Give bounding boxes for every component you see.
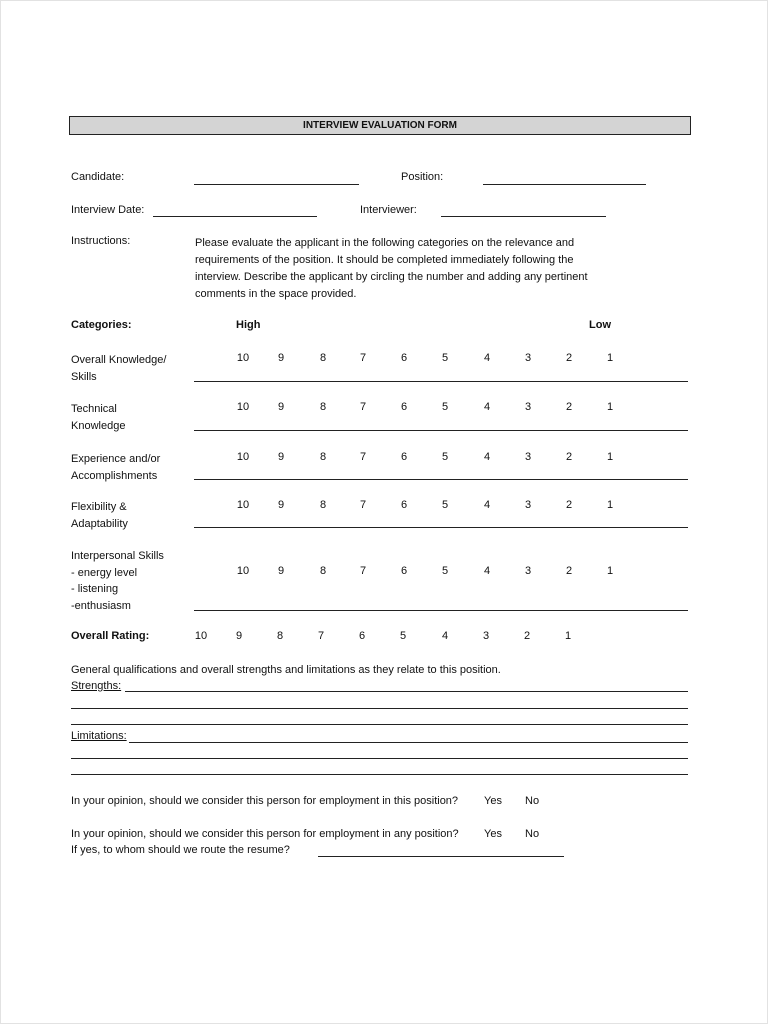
question-position-text: In your opinion, should we consider this person for employment in this position? <box>71 795 459 807</box>
high-label: High <box>236 319 261 331</box>
category-label-line: Accomplishments <box>71 469 158 482</box>
category-label-line: Adaptability <box>71 517 128 530</box>
strengths-line[interactable] <box>71 708 688 709</box>
overall-rating-score[interactable]: 3 <box>482 630 490 642</box>
rating-score[interactable]: 2 <box>565 499 573 511</box>
question-any-position-yes[interactable]: Yes <box>484 828 502 840</box>
rating-score[interactable]: 6 <box>400 499 408 511</box>
category-label-line: - listening <box>71 583 119 595</box>
limitations-line[interactable] <box>71 774 688 775</box>
rating-score[interactable]: 2 <box>565 565 573 577</box>
rating-score[interactable]: 7 <box>359 352 367 364</box>
limitations-line[interactable] <box>71 758 688 759</box>
overall-rating-label: Overall Rating: <box>71 630 150 642</box>
limitations-line[interactable] <box>129 742 688 743</box>
category-label <box>71 548 164 614</box>
interviewer-field[interactable] <box>441 216 606 217</box>
rating-score[interactable]: 2 <box>565 401 573 413</box>
rating-score[interactable]: 3 <box>524 565 532 577</box>
instructions-label: Instructions: <box>71 235 131 247</box>
rating-score[interactable]: 7 <box>359 499 367 511</box>
category-label-line: Experience and/or <box>71 453 161 465</box>
interview-date-label: Interview Date: <box>71 204 145 216</box>
categories-label: Categories: <box>71 319 132 331</box>
category-comment-line[interactable] <box>194 430 688 431</box>
rating-score[interactable]: 4 <box>483 499 491 511</box>
rating-score[interactable]: 10 <box>236 401 250 413</box>
category-comment-line[interactable] <box>194 479 688 480</box>
overall-rating-score[interactable]: 6 <box>358 630 366 642</box>
strengths-label: Strengths: <box>71 680 122 692</box>
candidate-field[interactable] <box>194 184 359 185</box>
rating-score[interactable]: 7 <box>359 565 367 577</box>
limitations-label: Limitations: <box>71 730 127 742</box>
rating-score[interactable]: 8 <box>319 401 327 413</box>
question-any-position-no[interactable]: No <box>525 828 540 840</box>
rating-score[interactable]: 8 <box>319 352 327 364</box>
category-label-line: Interpersonal Skills <box>71 550 164 562</box>
rating-score[interactable]: 1 <box>606 352 614 364</box>
overall-rating-score[interactable]: 10 <box>194 630 208 642</box>
question-route-text: If yes, to whom should we route the resume? <box>71 844 290 856</box>
position-label: Position: <box>401 171 444 183</box>
rating-score[interactable]: 9 <box>277 451 285 463</box>
rating-score[interactable]: 8 <box>319 499 327 511</box>
rating-score[interactable]: 5 <box>441 352 449 364</box>
position-field[interactable] <box>483 184 646 185</box>
instructions-text: Please evaluate the applicant in the following categories on the relevance and requirements of the position. It should be completed immediately following the interview. Describe the applicant by circling the number and adding any pertinent comments in the space provided. <box>195 237 588 300</box>
question-position-no[interactable]: No <box>525 795 540 807</box>
rating-score[interactable]: 2 <box>565 451 573 463</box>
rating-score[interactable]: 4 <box>483 352 491 364</box>
category-label-line: -enthusiasm <box>71 599 131 612</box>
rating-score[interactable]: 6 <box>400 565 408 577</box>
rating-score[interactable]: 1 <box>606 499 614 511</box>
rating-score[interactable]: 7 <box>359 451 367 463</box>
form-title: INTERVIEW EVALUATION FORM <box>69 116 691 135</box>
rating-score[interactable]: 1 <box>606 565 614 577</box>
rating-score[interactable]: 5 <box>441 565 449 577</box>
category-label-line: Skills <box>71 370 97 383</box>
rating-score[interactable]: 10 <box>236 352 250 364</box>
strengths-line[interactable] <box>125 691 688 692</box>
rating-score[interactable]: 8 <box>319 565 327 577</box>
overall-rating-score[interactable]: 7 <box>317 630 325 642</box>
overall-rating-score[interactable]: 2 <box>523 630 531 642</box>
rating-score[interactable]: 3 <box>524 451 532 463</box>
question-position-yes[interactable]: Yes <box>484 795 502 807</box>
rating-score[interactable]: 10 <box>236 451 250 463</box>
category-label <box>71 451 160 484</box>
overall-rating-score[interactable]: 5 <box>399 630 407 642</box>
category-label-line: Technical <box>71 403 117 415</box>
category-label <box>71 401 125 434</box>
rating-score[interactable]: 7 <box>359 401 367 413</box>
rating-score[interactable]: 8 <box>319 451 327 463</box>
overall-rating-score[interactable]: 4 <box>441 630 449 642</box>
category-label-line: Overall Knowledge/ <box>71 354 167 366</box>
question-any-position-text: In your opinion, should we consider this person for employment in any position? <box>71 828 459 840</box>
rating-score[interactable]: 5 <box>441 499 449 511</box>
rating-score[interactable]: 10 <box>236 565 250 577</box>
low-label: Low <box>589 319 611 331</box>
rating-score[interactable]: 4 <box>483 565 491 577</box>
category-comment-line[interactable] <box>194 527 688 528</box>
rating-score[interactable]: 3 <box>524 401 532 413</box>
general-qualifications-text: General qualifications and overall strengths and limitations as they relate to this position. <box>71 664 501 676</box>
rating-score[interactable]: 9 <box>277 352 285 364</box>
interview-date-field[interactable] <box>153 216 317 217</box>
overall-rating-score[interactable]: 9 <box>235 630 243 642</box>
rating-score[interactable]: 4 <box>483 401 491 413</box>
rating-score[interactable]: 1 <box>606 401 614 413</box>
rating-score[interactable]: 10 <box>236 499 250 511</box>
category-comment-line[interactable] <box>194 381 688 382</box>
rating-score[interactable]: 9 <box>277 499 285 511</box>
rating-score[interactable]: 9 <box>277 401 285 413</box>
overall-rating-score[interactable]: 1 <box>564 630 572 642</box>
rating-score[interactable]: 5 <box>441 451 449 463</box>
rating-score[interactable]: 3 <box>524 499 532 511</box>
rating-score[interactable]: 4 <box>483 451 491 463</box>
category-label-line: Flexibility & <box>71 501 127 513</box>
category-label-line: Knowledge <box>71 419 126 432</box>
category-label <box>71 352 166 385</box>
category-comment-line[interactable] <box>194 610 688 611</box>
rating-score[interactable]: 6 <box>400 352 408 364</box>
overall-rating-score[interactable]: 8 <box>276 630 284 642</box>
category-label <box>71 499 128 532</box>
rating-score[interactable]: 6 <box>400 401 408 413</box>
rating-score[interactable]: 2 <box>565 352 573 364</box>
category-label-line: - energy level <box>71 566 138 579</box>
candidate-label: Candidate: <box>71 171 125 183</box>
route-resume-field[interactable] <box>318 856 564 857</box>
rating-score[interactable]: 9 <box>277 565 285 577</box>
rating-score[interactable]: 5 <box>441 401 449 413</box>
rating-score[interactable]: 1 <box>606 451 614 463</box>
rating-score[interactable]: 6 <box>400 451 408 463</box>
rating-score[interactable]: 3 <box>524 352 532 364</box>
strengths-line[interactable] <box>71 724 688 725</box>
interviewer-label: Interviewer: <box>360 204 417 216</box>
